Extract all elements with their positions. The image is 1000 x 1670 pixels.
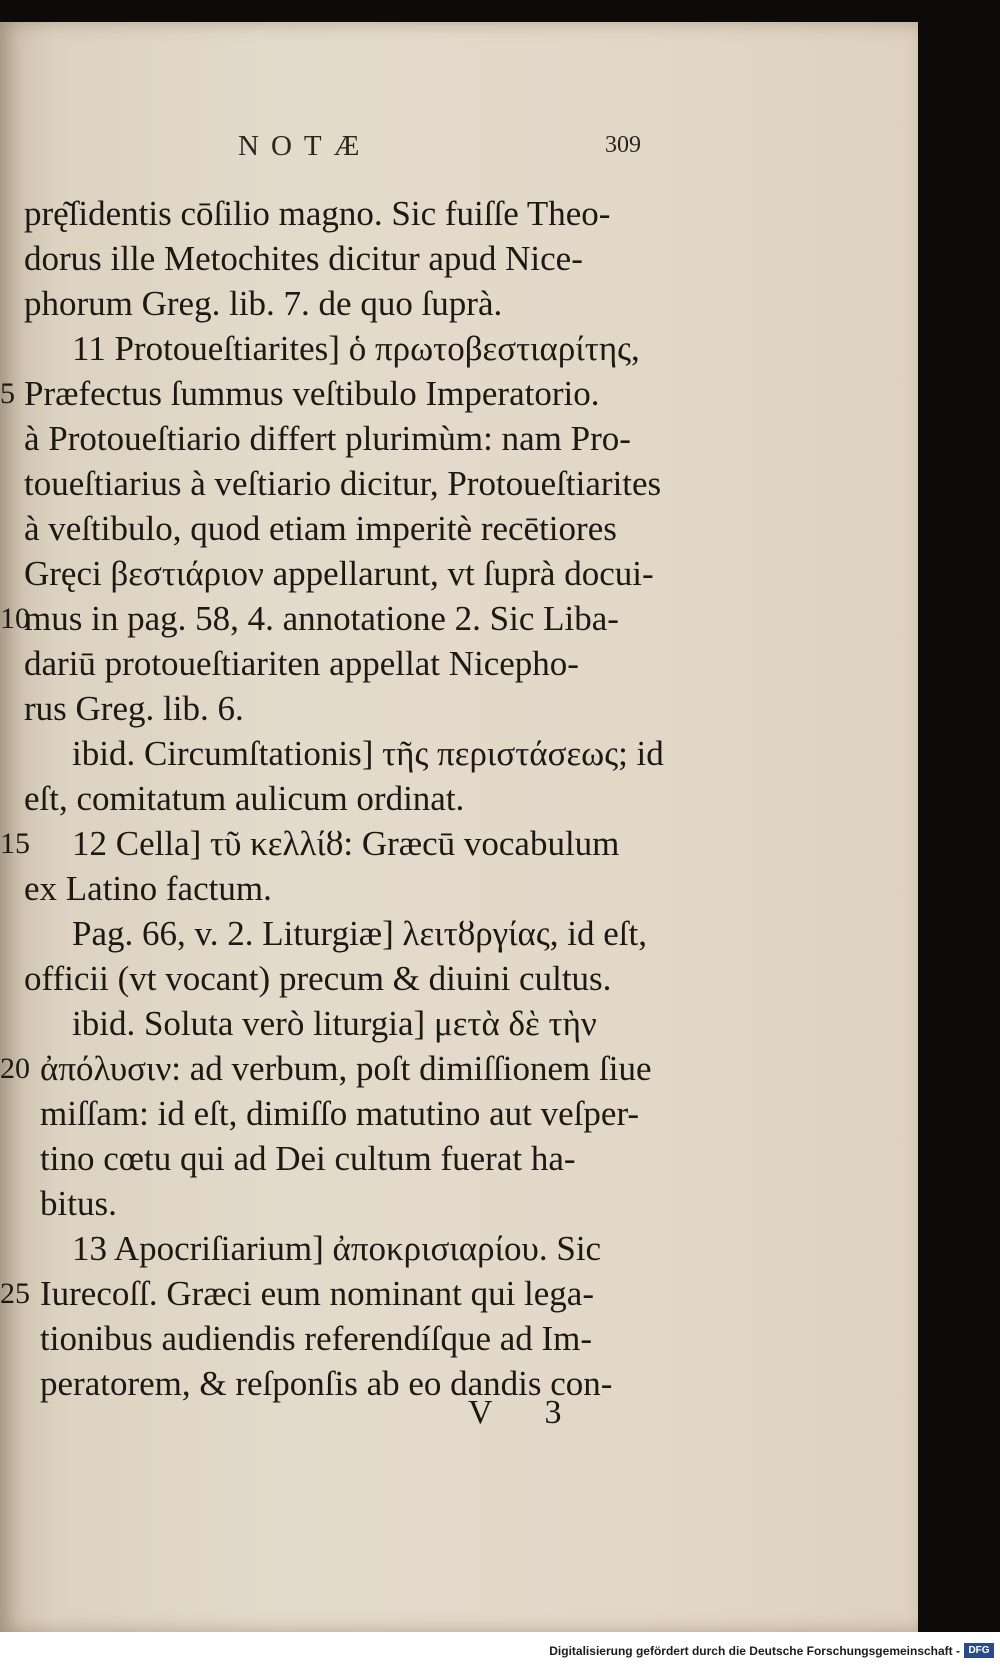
- line-number: 15: [0, 827, 30, 860]
- text-line: à veſtibulo, quod etiam imperitè recētiores: [24, 509, 617, 548]
- text-line: ex Latino factum.: [24, 869, 272, 908]
- text-line: miſſam: id eſt, dimiſſo matutino aut veſper-: [40, 1094, 640, 1133]
- text-line: Iurecoſſ. Græci eum nominant qui lega-: [40, 1274, 595, 1313]
- text-line: peratorem, & reſponſis ab eo dandis con-: [40, 1364, 613, 1403]
- signature-mark: V 3: [468, 1394, 584, 1431]
- text-line: Pag. 66, v. 2. Liturgiæ] λειτȣργίας, id eſt,: [72, 914, 647, 953]
- running-head: NOTÆ: [238, 130, 372, 162]
- digitization-footer: [0, 1632, 1000, 1670]
- text-line: 12 Cella] τῦ κελλίȣ: Græcū vocabulum: [72, 824, 620, 863]
- text-line: dariū protoueſtiariten appellat Nicepho-: [24, 644, 579, 683]
- line-number: 25: [0, 1277, 30, 1310]
- page-number: 309: [605, 132, 641, 158]
- text-line: Præfectus ſummus veſtibulo Imperatorio.: [24, 374, 600, 413]
- text-line: rus Greg. lib. 6.: [24, 689, 244, 728]
- text-line: ἀπόλυσιν: ad verbum, poſt dimiſſionem ſiue: [40, 1049, 652, 1088]
- text-line: Gręci βεστιάριον appellarunt, vt ſuprà docui-: [24, 554, 654, 593]
- book-page: [0, 22, 918, 1632]
- text-line: à Protoueſtiario differt plurimùm: nam Pro-: [24, 419, 631, 458]
- line-number: 20: [0, 1052, 30, 1085]
- text-line: tino cœtu qui ad Dei cultum fuerat ha-: [40, 1139, 576, 1178]
- text-line: ibid. Soluta verò liturgia] μετὰ δὲ τὴν: [72, 1004, 597, 1043]
- text-line: 11 Protoueſtiarites] ὁ πρωτοβεστιαρίτης,: [72, 329, 640, 368]
- line-number: 10: [0, 602, 30, 635]
- text-line: tionibus audiendis referendíſque ad Im-: [40, 1319, 593, 1358]
- text-line: ibid. Circumſtationis] τῆς περιστάσεως; id: [72, 734, 664, 773]
- text-line: 13 Apocriſiarium] ἀποκρισιαρίου. Sic: [72, 1229, 602, 1268]
- dfg-logo: DFG: [964, 1643, 994, 1658]
- line-number: 5: [0, 377, 15, 410]
- text-line: mus in pag. 58, 4. annotatione 2. Sic Liba-: [24, 599, 619, 638]
- text-line: dorus ille Metochites dicitur apud Nice-: [24, 239, 583, 278]
- text-line: prę͂ſidentis cōſilio magno. Sic fuiſſe Theo-: [24, 194, 611, 233]
- funding-credit: Digitalisierung gefördert durch die Deutsche Forschungsgemeinschaft -: [549, 1644, 960, 1658]
- text-block: [0, 22, 918, 1582]
- text-line: phorum Greg. lib. 7. de quo ſuprà.: [24, 284, 503, 323]
- text-line: eſt, comitatum aulicum ordinat.: [24, 779, 465, 818]
- text-line: officii (vt vocant) precum & diuini cultus.: [24, 959, 612, 998]
- text-line: bitus.: [40, 1184, 117, 1223]
- text-line: toueſtiarius à veſtiario dicitur, Protoueſtiarites: [24, 464, 662, 503]
